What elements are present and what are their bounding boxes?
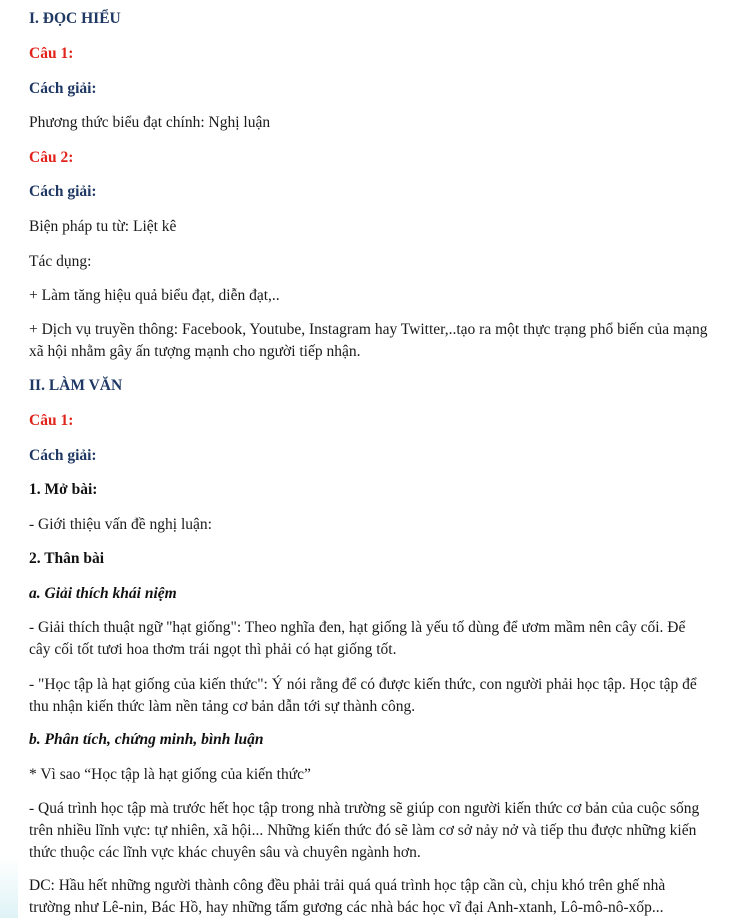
intro-heading: 1. Mở bài: [29,481,98,498]
part-b-paragraph-1-line-2: trên nhiều lĩnh vực: tự nhiên, xã hội... Những kiến thức đó sẽ làm cơ sở nảy nở và tiếp thu được những kiến [29,822,697,839]
reading-question-2-effect-2-line-1: + Dịch vụ truyền thông: Facebook, Youtube, Instagram hay Twitter,..tạo ra một thực trạng phổ biến của mạng [29,321,708,338]
intro-text: - Giới thiệu vấn đề nghị luận: [29,516,212,533]
reading-question-2-effect-1: + Làm tăng hiệu quả biểu đạt, diễn đạt,.. [29,287,280,304]
reading-question-2-solution-label: Cách giải: [29,183,97,200]
part-a-paragraph-1-line-2: cây cối tốt tươi hoa thơm trái ngọt thì phải có hạt giống tốt. [29,641,397,658]
page-corner-decoration [0,858,18,918]
reading-question-2-device: Biện pháp tu từ: Liệt kê [29,218,177,235]
part-a-paragraph-2-line-2: thu nhận kiến thức làm nền tảng cơ bản dẫn tới sự thành công. [29,698,416,715]
part-b-paragraph-1-line-3: thức thuộc các lĩnh vực khác chuyên sâu và chuyên ngành hơn. [29,844,421,861]
part-b-why: * Vì sao “Học tập là hạt giống của kiến thức” [29,766,311,783]
body-heading: 2. Thân bài [29,550,105,567]
reading-question-2-effect-2-line-2: xã hội nhằm gây ấn tượng mạnh cho người tiếp nhận. [29,343,361,360]
part-a-paragraph-1-line-1: - Giải thích thuật ngữ "hạt giống": Theo nghĩa đen, hạt giống là yếu tố dùng để ươm mầm nên cây cối. Để [29,619,686,636]
part-a-heading: a. Giải thích khái niệm [29,585,177,602]
part-b-example-line-1: DC: Hầu hết những người thành công đều phải trải quá quá trình học tập cần cù, chịu khó trên ghế nhà [29,877,666,894]
part-a-paragraph-2-line-1: - "Học tập là hạt giống của kiến thức": Ý nói rằng để có được kiến thức, con người phải học tập. Học tập để [29,676,697,693]
section-writing-title: II. LÀM VĂN [29,377,123,394]
reading-question-2-label: Câu 2: [29,149,74,166]
reading-question-1-answer: Phương thức biểu đạt chính: Nghị luận [29,114,271,131]
reading-question-1-label: Câu 1: [29,45,74,62]
writing-question-1-label: Câu 1: [29,412,74,429]
part-b-paragraph-1-line-1: - Quá trình học tập mà trước hết học tập trong nhà trường sẽ giúp con người kiến thức cơ bản của cuộc sống [29,800,700,817]
part-b-example-line-2: trường như Lê-nin, Bác Hồ, hay những tấm gương các nhà bác học vĩ đại Anh-xtanh, Lô-mô-nô-xốp... [29,899,664,916]
reading-question-2-effect-label: Tác dụng: [29,253,92,270]
section-reading-title: I. ĐỌC HIỂU [29,10,121,27]
writing-question-1-solution-label: Cách giải: [29,447,97,464]
reading-question-1-solution-label: Cách giải: [29,80,97,97]
part-b-heading: b. Phân tích, chứng minh, bình luận [29,731,264,748]
